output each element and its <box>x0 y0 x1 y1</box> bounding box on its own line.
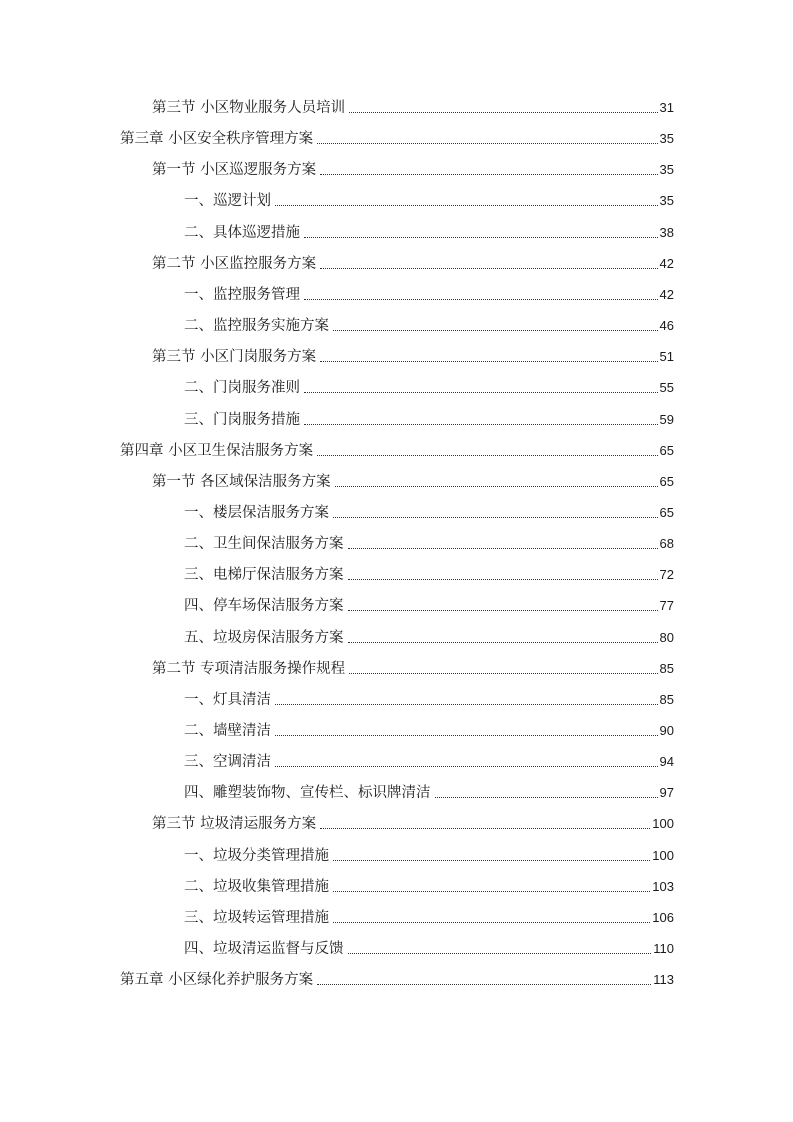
toc-entry[interactable] <box>152 156 674 180</box>
toc-entry-title: 第三章 小区安全秩序管理方案 <box>120 131 314 148</box>
toc-dot-leader <box>304 299 658 300</box>
toc-entry[interactable] <box>152 468 674 492</box>
toc-dot-leader <box>333 922 650 923</box>
toc-entry-page-number: 106 <box>652 909 674 925</box>
toc-entry-title: 第三节 垃圾清运服务方案 <box>152 816 317 833</box>
toc-dot-leader <box>275 735 658 736</box>
toc-entry[interactable] <box>184 624 674 648</box>
toc-dot-leader <box>317 455 657 456</box>
toc-dot-leader <box>320 361 657 362</box>
toc-dot-leader <box>348 953 652 954</box>
toc-entry-page-number: 42 <box>659 255 674 271</box>
toc-entry-title: 一、监控服务管理 <box>184 286 300 303</box>
toc-entry[interactable] <box>184 873 674 897</box>
toc-entry-page-number: 97 <box>659 785 674 801</box>
toc-entry-page-number: 85 <box>659 660 674 676</box>
toc-entry[interactable] <box>184 530 674 554</box>
toc-entry-title: 一、楼层保洁服务方案 <box>184 504 329 521</box>
toc-entry[interactable] <box>184 374 674 398</box>
toc-entry-page-number: 110 <box>653 941 674 957</box>
toc-entry-page-number: 59 <box>659 411 674 427</box>
toc-entry[interactable] <box>184 561 674 585</box>
toc-entry-title: 二、监控服务实施方案 <box>184 318 329 335</box>
toc-entry-page-number: 51 <box>659 349 674 365</box>
toc-entry-title: 四、停车场保洁服务方案 <box>184 598 344 615</box>
toc-entry[interactable] <box>184 406 674 430</box>
toc-entry[interactable] <box>184 904 674 928</box>
toc-dot-leader <box>275 704 658 705</box>
toc-entry-title: 一、垃圾分类管理措施 <box>184 847 329 864</box>
toc-entry-page-number: 72 <box>659 567 674 583</box>
toc-entry[interactable] <box>152 655 674 679</box>
toc-entry-page-number: 65 <box>659 473 674 489</box>
toc-entry[interactable] <box>184 779 674 803</box>
toc-entry-title: 二、具体巡逻措施 <box>184 224 300 241</box>
toc-dot-leader <box>335 486 658 487</box>
toc-entry-title: 二、卫生间保洁服务方案 <box>184 536 344 553</box>
toc-entry[interactable] <box>184 187 674 211</box>
toc-dot-leader <box>275 766 658 767</box>
toc-entry[interactable] <box>152 94 674 118</box>
toc-dot-leader <box>333 891 650 892</box>
toc-dot-leader <box>320 268 657 269</box>
toc-entry-page-number: 113 <box>653 972 674 988</box>
toc-entry-title: 二、门岗服务准则 <box>184 380 300 397</box>
toc-entry-page-number: 85 <box>659 691 674 707</box>
toc-entry[interactable] <box>184 219 674 243</box>
toc-entry-title: 四、雕塑装饰物、宣传栏、标识牌清洁 <box>184 785 431 802</box>
toc-entry[interactable] <box>152 810 674 834</box>
toc-entry-title: 三、空调清洁 <box>184 754 271 771</box>
toc-entry-page-number: 90 <box>659 723 674 738</box>
toc-dot-leader <box>317 143 657 144</box>
toc-entry-title: 第二节 专项清洁服务操作规程 <box>152 660 346 677</box>
toc-dot-leader <box>348 610 658 611</box>
toc-entry-title: 第四章 小区卫生保洁服务方案 <box>120 442 314 459</box>
toc-dot-leader <box>348 548 658 549</box>
toc-entry-page-number: 35 <box>659 131 674 147</box>
toc-dot-leader <box>348 642 658 643</box>
toc-entry-title: 三、电梯厅保洁服务方案 <box>184 567 344 584</box>
toc-entry[interactable] <box>152 343 674 367</box>
toc-entry-page-number: 42 <box>659 286 674 302</box>
toc-entry-title: 三、门岗服务措施 <box>184 411 300 428</box>
toc-entry-page-number: 68 <box>659 536 674 552</box>
toc-entry-page-number: 100 <box>652 816 674 832</box>
toc-entry-title: 第一节 各区域保洁服务方案 <box>152 473 331 490</box>
toc-entry[interactable] <box>184 281 674 305</box>
toc-dot-leader <box>317 984 651 985</box>
toc-entry-title: 四、垃圾清运监督与反馈 <box>184 941 344 958</box>
toc-entry-title: 第一节 小区巡逻服务方案 <box>152 162 317 179</box>
toc-entry-page-number: 80 <box>659 629 674 645</box>
toc-dot-leader <box>320 174 657 175</box>
toc-entry[interactable] <box>184 592 674 616</box>
toc-entry-page-number: 103 <box>652 878 674 894</box>
toc-entry-page-number: 77 <box>659 598 674 614</box>
toc-entry-title: 第五章 小区绿化养护服务方案 <box>120 972 314 989</box>
toc-entry[interactable] <box>184 717 674 741</box>
toc-entry-title: 三、垃圾转运管理措施 <box>184 909 329 926</box>
toc-entry-page-number: 38 <box>659 224 674 240</box>
toc-entry[interactable] <box>184 842 674 866</box>
toc-entry-page-number: 35 <box>659 193 674 209</box>
toc-entry[interactable] <box>184 748 674 772</box>
toc-entry-title: 二、垃圾收集管理措施 <box>184 878 329 895</box>
toc-dot-leader <box>349 112 657 113</box>
toc-entry-page-number: 46 <box>659 318 674 334</box>
toc-entry-title: 第二节 小区监控服务方案 <box>152 255 317 272</box>
toc-entry[interactable] <box>120 966 674 990</box>
toc-entry-title: 一、巡逻计划 <box>184 193 271 210</box>
toc-dot-leader <box>333 330 658 331</box>
toc-entry-title: 二、墙壁清洁 <box>184 723 271 739</box>
toc-entry-page-number: 31 <box>659 100 674 115</box>
toc-entry-page-number: 65 <box>659 504 674 520</box>
toc-entry[interactable] <box>184 499 674 523</box>
toc-entry-page-number: 55 <box>659 380 674 396</box>
toc-entry-title: 五、垃圾房保洁服务方案 <box>184 629 344 646</box>
toc-dot-leader <box>275 205 658 206</box>
toc-entry-page-number: 94 <box>659 754 674 770</box>
toc-dot-leader <box>304 392 658 393</box>
toc-dot-leader <box>304 237 658 238</box>
toc-dot-leader <box>333 517 658 518</box>
toc-dot-leader <box>435 797 658 798</box>
toc-entry[interactable] <box>184 935 674 959</box>
toc-dot-leader <box>333 860 650 861</box>
toc-entry-page-number: 35 <box>659 162 674 178</box>
toc-dot-leader <box>349 673 657 674</box>
toc-entry[interactable] <box>184 312 674 336</box>
toc-entry[interactable] <box>120 125 674 149</box>
toc-entry[interactable] <box>184 686 674 710</box>
toc-dot-leader <box>320 828 650 829</box>
toc-entry-page-number: 65 <box>659 442 674 458</box>
toc-entry-title: 第三节 小区门岗服务方案 <box>152 349 317 366</box>
toc-entry[interactable] <box>120 437 674 461</box>
toc-entry-page-number: 100 <box>652 847 674 863</box>
toc-entry-title: 一、灯具清洁 <box>184 691 271 708</box>
toc-entry[interactable] <box>152 250 674 274</box>
toc-dot-leader <box>304 424 658 425</box>
toc-dot-leader <box>348 579 658 580</box>
toc-entry-title: 第三节 小区物业服务人员培训 <box>152 100 346 116</box>
